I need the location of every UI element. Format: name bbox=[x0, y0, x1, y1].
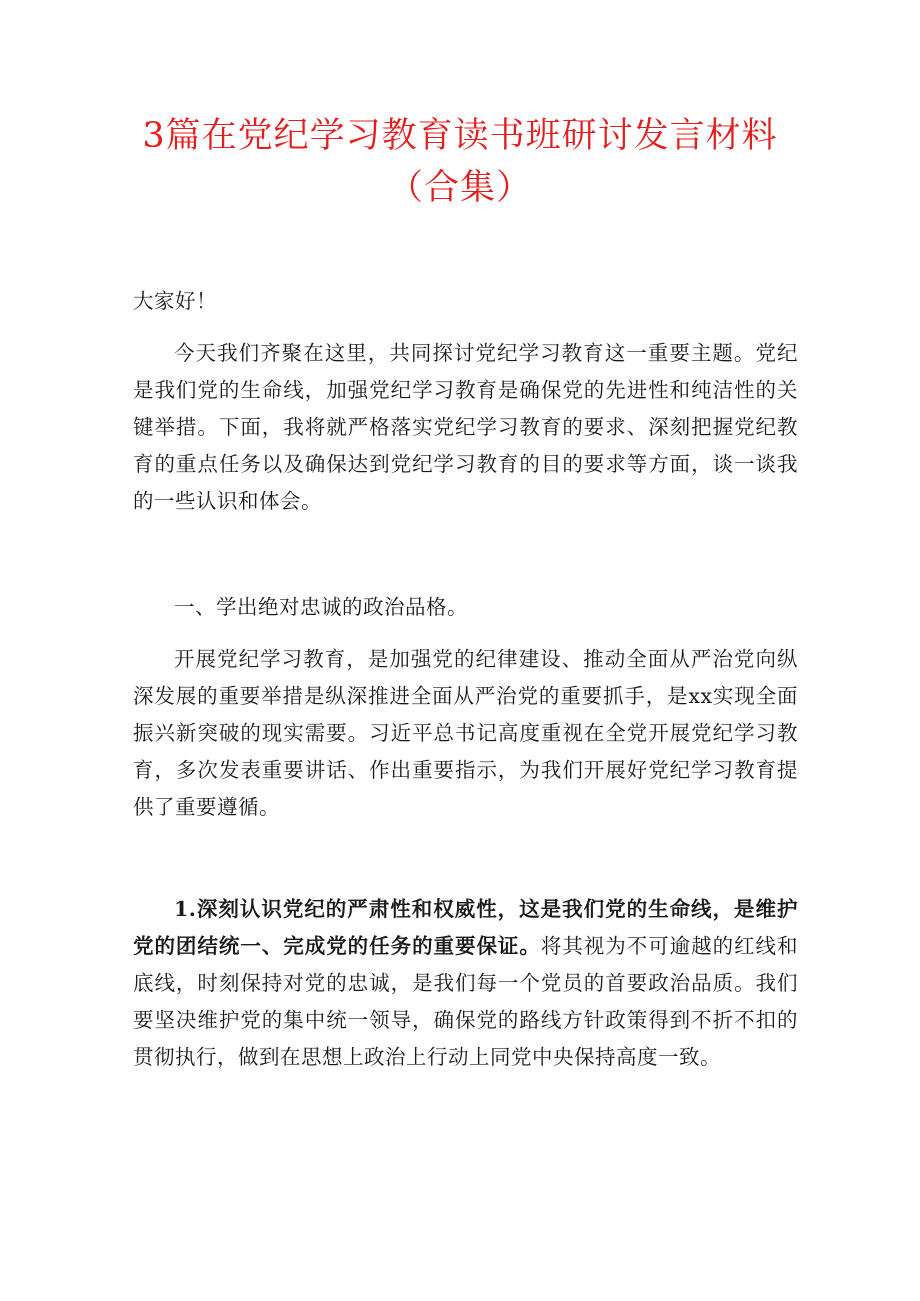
section-heading-1: 一、学出绝对忠诚的政治品格。 bbox=[174, 595, 468, 619]
point-1-paragraph bbox=[133, 891, 798, 1076]
greeting: 大家好！ bbox=[133, 289, 217, 313]
point-1-body: 将其视为不可逾越的红线和底线，时刻保持对党的忠诚，是我们每一个党员的首要政治品质。我们要坚决维护党的集中统一领导，确保党的路线方针政策得到不折不扣的贯彻执行，做到在思想上政治上行动上同党中央保持高度一致。 bbox=[133, 934, 799, 1069]
document-title: 3篇在党纪学习教育读书班研讨发言材料（合集） bbox=[142, 116, 778, 208]
point-1-lead: 1.深刻认识党纪的严肃性和权威性，这是我们党的生命线，是维护党的团结统一、完成党的任务的重要保证。 bbox=[133, 897, 798, 958]
section-1-paragraph: 开展党纪学习教育，是加强党的纪律建设、推动全面从严治党向纵深发展的重要举措是纵深推进全面从严治党的重要抓手，是xx实现全面振兴新突破的现实需要。习近平总书记高度重视在全党开展党纪学习教育，多次发表重要讲话、作出重要指示，为我们开展好党纪学习教育提供了重要遵循。 bbox=[133, 647, 798, 819]
intro-paragraph: 今天我们齐聚在这里，共同探讨党纪学习教育这一重要主题。党纪是我们党的生命线，加强党纪学习教育是确保党的先进性和纯洁性的关键举措。下面，我将就严格落实党纪学习教育的要求、深刻把握党纪教育的重点任务以及确保达到党纪学习教育的目的要求等方面，谈一谈我的一些认识和体会。 bbox=[133, 341, 798, 513]
